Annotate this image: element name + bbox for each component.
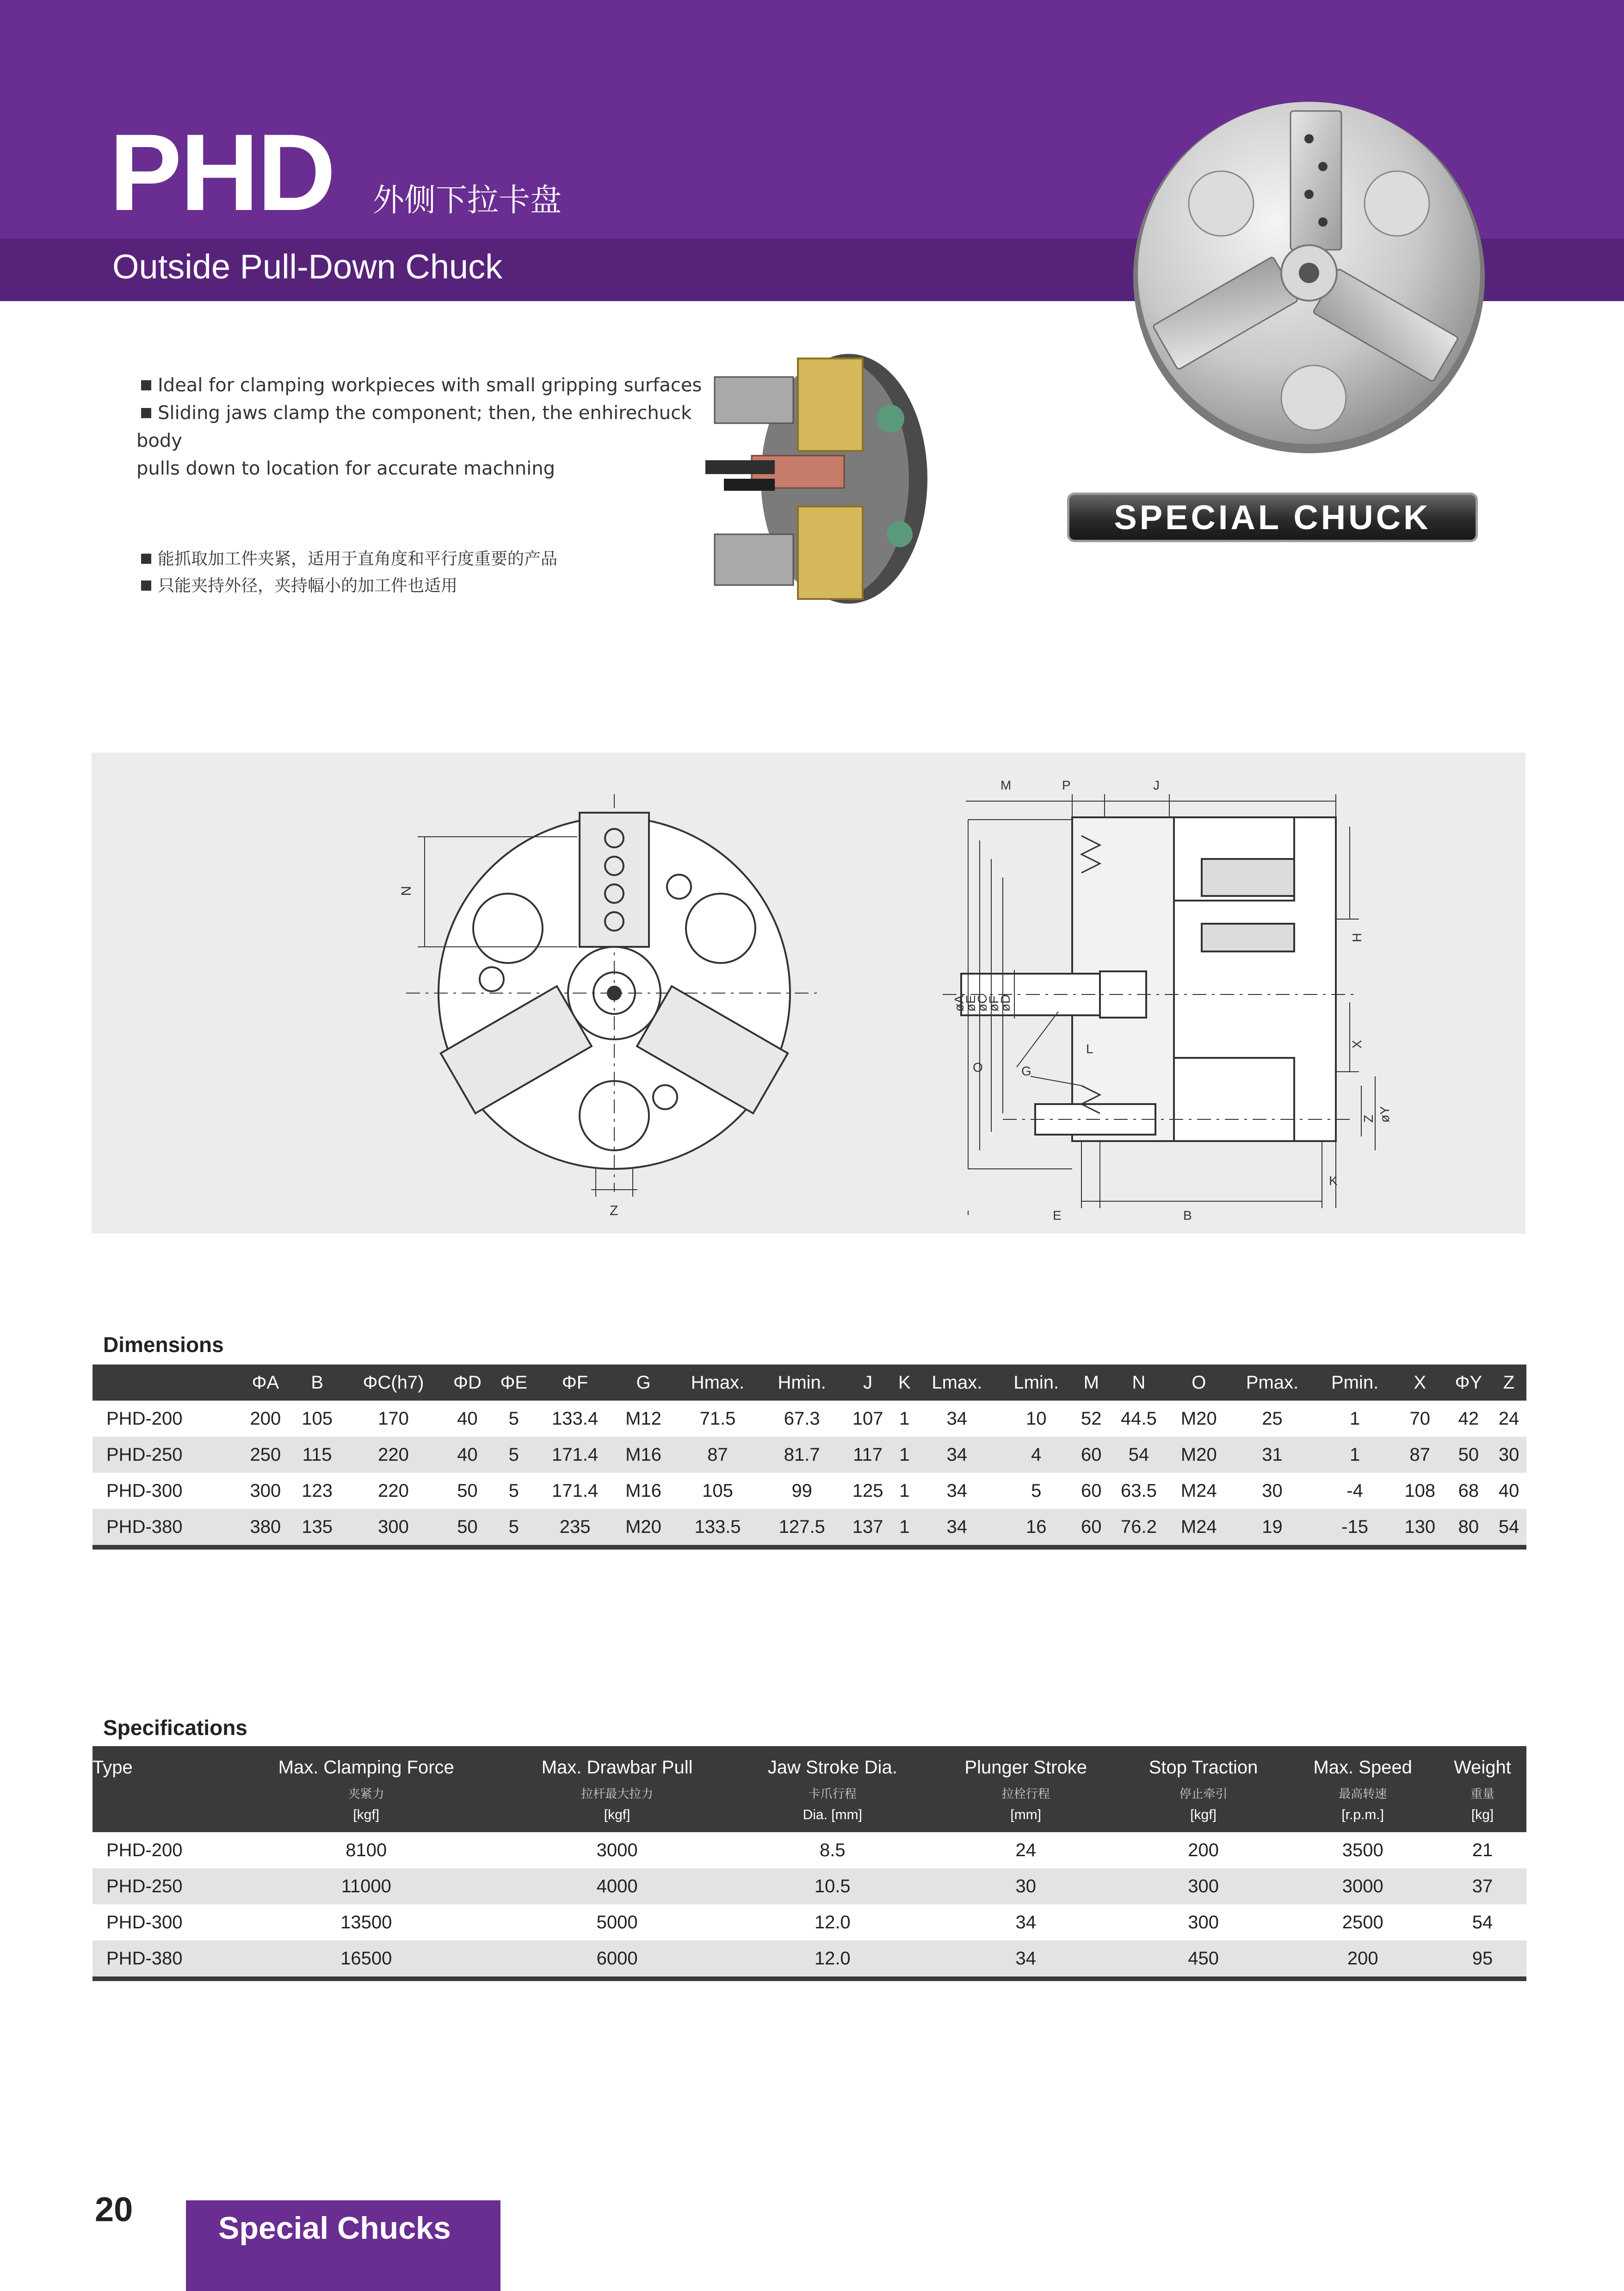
spec-value-cell: 34 — [932, 1940, 1120, 1979]
dim-col-header: J — [842, 1365, 894, 1401]
spec-header-unit: [kgf] — [1190, 1807, 1216, 1822]
dim-col-header: X — [1394, 1365, 1446, 1401]
dim-value-cell: 105 — [702, 1480, 733, 1501]
dim-col-header — [93, 1365, 240, 1401]
dim-value-cell: 1 — [1315, 1437, 1394, 1473]
spec-col-header — [733, 1746, 932, 1832]
dim-col-header: Pmin. — [1315, 1365, 1394, 1401]
dim-value-cell: 40 — [1498, 1480, 1519, 1501]
dim-label-k: K — [1329, 1173, 1338, 1188]
dim-value-cell: 5 — [1031, 1480, 1042, 1501]
bullet-square-icon — [141, 554, 151, 564]
dim-value-cell: 300 — [250, 1480, 281, 1501]
dim-value-cell: 133.5 — [673, 1509, 762, 1547]
dim-value-cell: 1 — [1349, 1408, 1360, 1429]
dim-value-cell: 30 — [1491, 1437, 1526, 1473]
dim-col-header: ΦD — [444, 1365, 491, 1401]
dim-label-g: G — [1021, 1064, 1031, 1078]
dim-value-cell: 81.7 — [762, 1437, 842, 1473]
spec-type-cell: PHD-250 — [93, 1868, 231, 1904]
dim-value-cell: 117 — [842, 1437, 894, 1473]
dim-label-p: P — [1062, 778, 1071, 792]
dim-value-cell: 105 — [302, 1408, 333, 1429]
dim-value-cell: 52 — [1081, 1408, 1102, 1429]
dim-label-y: øY — [1377, 1106, 1392, 1123]
spec-value-cell: 34 — [1015, 1912, 1036, 1933]
spec-value-cell: 3000 — [596, 1840, 638, 1860]
dim-value-cell: 34 — [915, 1437, 999, 1473]
dim-value-cell: 40 — [457, 1408, 478, 1429]
dim-value-cell: 300 — [343, 1509, 444, 1547]
dim-col-header: ΦY — [1446, 1365, 1492, 1401]
dim-value-cell: 99 — [791, 1480, 812, 1501]
dim-col-header: Lmin. — [999, 1365, 1074, 1401]
page-number: 20 — [95, 2190, 133, 2229]
dim-value-cell: 171.4 — [552, 1480, 599, 1501]
dim-value-cell: 250 — [240, 1437, 291, 1473]
dim-value-cell: 25 — [1262, 1408, 1283, 1429]
spec-value-cell: 4000 — [501, 1868, 733, 1904]
dim-label-dia-c: øC — [975, 994, 989, 1012]
dim-label-z-side: Z — [1361, 1114, 1376, 1123]
dim-value-cell: 200 — [250, 1408, 281, 1429]
dim-value-cell: M16 — [613, 1437, 673, 1473]
spec-value-cell: 450 — [1120, 1940, 1287, 1979]
dim-value-cell: 30 — [1262, 1480, 1283, 1501]
dimensions-title: Dimensions — [103, 1333, 224, 1357]
specifications-title: Specifications — [103, 1716, 247, 1740]
spec-header-en: Plunger Stroke — [964, 1757, 1087, 1778]
spec-type-cell: PHD-200 — [106, 1840, 183, 1860]
dimensions-header-row — [93, 1365, 1526, 1401]
spec-header-cn: 重量 — [1470, 1787, 1494, 1801]
spec-header-cn: 拉杆最大拉力 — [581, 1787, 654, 1801]
dim-value-cell: 19 — [1229, 1509, 1316, 1547]
spec-value-cell: 24 — [1015, 1840, 1036, 1860]
dim-col-header: M — [1074, 1365, 1109, 1401]
spec-value-cell: 13500 — [340, 1912, 392, 1933]
spec-header-unit: [kgf] — [353, 1807, 380, 1822]
dim-col-header: Hmin. — [762, 1365, 842, 1401]
dim-value-cell: -4 — [1346, 1480, 1363, 1501]
dim-row — [93, 1473, 1526, 1509]
spec-header-cn: 夹紧力 — [348, 1787, 384, 1801]
front-view-drawing — [406, 794, 822, 1192]
feature-item: 只能夹持外径，夹持幅小的加工件也适用 — [136, 573, 692, 599]
spec-value-cell: 8.5 — [819, 1840, 846, 1860]
dim-value-cell: 5 — [491, 1509, 537, 1547]
dim-value-cell: M24 — [1169, 1509, 1229, 1547]
model-title: PHD — [109, 111, 334, 234]
spec-header-en: Max. Speed — [1313, 1757, 1412, 1778]
features-english — [136, 371, 738, 482]
dim-value-cell: 50 — [1446, 1437, 1492, 1473]
dim-value-cell: 34 — [915, 1509, 999, 1547]
dim-value-cell: 1 — [899, 1480, 910, 1501]
dim-value-cell: 80 — [1446, 1509, 1492, 1547]
dim-value-cell: 76.2 — [1109, 1509, 1169, 1547]
spec-value-cell: 6000 — [501, 1940, 733, 1979]
dim-label-x: X — [1350, 1040, 1364, 1049]
dim-col-header: N — [1109, 1365, 1169, 1401]
spec-row — [93, 1832, 1526, 1868]
dim-col-header: Lmax. — [915, 1365, 999, 1401]
dim-value-cell: 235 — [537, 1509, 613, 1547]
spec-value-cell: 95 — [1439, 1940, 1526, 1979]
dim-label-dia-e: øE — [963, 995, 978, 1012]
dim-value-cell: -15 — [1315, 1509, 1394, 1547]
spec-col-header — [1120, 1746, 1287, 1832]
dim-value-cell: 24 — [1498, 1408, 1519, 1429]
dim-value-cell: 170 — [378, 1408, 409, 1429]
dim-value-cell: 127.5 — [762, 1509, 842, 1547]
dim-col-header: ΦC(h7) — [343, 1365, 444, 1401]
dim-label-h: H — [1350, 932, 1364, 942]
bullet-square-icon — [141, 408, 151, 418]
dim-value-cell: 1 — [894, 1509, 915, 1547]
spec-header-cn: 拉栓行程 — [1001, 1787, 1050, 1801]
dim-type-cell: PHD-300 — [106, 1480, 183, 1501]
dimensions-table — [93, 1365, 1526, 1550]
dim-col-header: O — [1169, 1365, 1229, 1401]
spec-value-cell: 21 — [1472, 1840, 1493, 1860]
dim-type-cell: PHD-380 — [93, 1509, 240, 1547]
dim-col-header: ΦE — [491, 1365, 537, 1401]
dim-value-cell: M20 — [1169, 1437, 1229, 1473]
spec-col-header — [93, 1746, 231, 1832]
spec-header-unit: [kg] — [1471, 1807, 1494, 1822]
dim-type-cell: PHD-200 — [106, 1408, 183, 1429]
spec-value-cell: 300 — [1188, 1912, 1219, 1933]
spec-col-header — [1439, 1746, 1526, 1832]
feature-item: 能抓取加工件夹紧，适用于直角度和平行度重要的产品 — [136, 546, 692, 573]
dim-value-cell: 1 — [899, 1408, 910, 1429]
dim-col-header: ΦF — [537, 1365, 613, 1401]
dim-value-cell: 5 — [508, 1408, 519, 1429]
bullet-square-icon — [141, 580, 151, 591]
dim-value-cell: 115 — [291, 1437, 343, 1473]
spec-header-en: Type — [93, 1757, 133, 1778]
dim-col-header: Hmax. — [673, 1365, 762, 1401]
spec-value-cell: 3500 — [1342, 1840, 1383, 1860]
dim-value-cell: 135 — [291, 1509, 343, 1547]
dim-value-cell: 50 — [457, 1480, 478, 1501]
dim-col-header: B — [291, 1365, 343, 1401]
dim-value-cell: 31 — [1229, 1437, 1316, 1473]
special-chuck-badge: SPECIAL CHUCK — [1067, 493, 1478, 542]
spec-header-unit: Dia. [mm] — [803, 1807, 862, 1822]
dim-col-header: G — [613, 1365, 673, 1401]
dim-value-cell: 380 — [240, 1509, 291, 1547]
dim-label-n: N — [399, 886, 414, 896]
dim-col-header: K — [894, 1365, 915, 1401]
spec-col-header — [932, 1746, 1120, 1832]
dim-label-m: M — [1000, 778, 1012, 792]
dim-label-dia-d: øD — [998, 994, 1013, 1012]
dim-value-cell: 1 — [894, 1437, 915, 1473]
dim-value-cell: 60 — [1074, 1509, 1109, 1547]
spec-row — [93, 1868, 1526, 1904]
dim-value-cell: 108 — [1404, 1480, 1436, 1501]
technical-drawing — [92, 753, 1525, 1234]
spec-header-cn: 卡爪行程 — [808, 1787, 857, 1801]
spec-value-cell: 200 — [1188, 1840, 1219, 1860]
spec-value-cell: 3000 — [1287, 1868, 1439, 1904]
dim-value-cell: 44.5 — [1121, 1408, 1157, 1429]
dim-value-cell: M20 — [1180, 1408, 1217, 1429]
spec-type-cell: PHD-300 — [106, 1912, 183, 1933]
dim-row — [93, 1437, 1526, 1473]
dim-type-cell: PHD-250 — [93, 1437, 240, 1473]
spec-header-en: Max. Drawbar Pull — [541, 1757, 693, 1778]
spec-value-cell: 30 — [932, 1868, 1120, 1904]
dim-value-cell: 5 — [508, 1480, 519, 1501]
spec-header-en: Weight — [1454, 1757, 1511, 1778]
dim-value-cell: 40 — [444, 1437, 491, 1473]
dim-value-cell: 54 — [1109, 1437, 1169, 1473]
feature-item-continuation: pulls down to location for accurate machning — [136, 458, 556, 479]
spec-header-cn: 最高转速 — [1339, 1787, 1387, 1801]
dim-value-cell: 34 — [946, 1480, 968, 1501]
dim-value-cell: 68 — [1458, 1480, 1479, 1501]
spec-value-cell: 37 — [1439, 1868, 1526, 1904]
dim-value-cell: 130 — [1394, 1509, 1446, 1547]
dim-label-l: L — [1086, 1042, 1093, 1056]
spec-value-cell: 16500 — [231, 1940, 501, 1979]
dim-value-cell: 34 — [946, 1408, 968, 1429]
dim-value-cell: 5 — [491, 1437, 537, 1473]
dim-value-cell: 70 — [1409, 1408, 1430, 1429]
dim-value-cell: 16 — [999, 1509, 1074, 1547]
spec-row — [93, 1904, 1526, 1940]
footer-section-label: Special Chucks — [218, 2211, 451, 2246]
feature-item: Sliding jaws clamp the component; then, the enhirechuck body — [136, 402, 692, 451]
spec-value-cell: 12.0 — [733, 1940, 932, 1979]
dim-label-o: O — [973, 1060, 983, 1074]
dim-value-cell: 10 — [1026, 1408, 1047, 1429]
dim-value-cell: M12 — [625, 1408, 661, 1429]
dim-value-cell: M24 — [1180, 1480, 1217, 1501]
dim-label-dia-a: øA — [952, 995, 966, 1012]
spec-header-unit: [kgf] — [604, 1807, 630, 1822]
dim-col-header: Pmax. — [1229, 1365, 1316, 1401]
dim-label-z-front: Z — [610, 1203, 618, 1218]
dim-value-cell: 171.4 — [537, 1437, 613, 1473]
dim-value-cell: 87 — [673, 1437, 762, 1473]
dim-row — [93, 1401, 1526, 1437]
dim-value-cell: 220 — [378, 1480, 409, 1501]
dim-value-cell: 60 — [1081, 1480, 1102, 1501]
model-subtitle: Outside Pull-Down Chuck — [112, 247, 503, 286]
spec-col-header — [1287, 1746, 1439, 1832]
dim-value-cell: M20 — [613, 1509, 673, 1547]
feature-item: Ideal for clamping workpieces with small gripping surfaces — [136, 371, 738, 399]
spec-row — [93, 1940, 1526, 1979]
dim-label-e: E — [1053, 1208, 1062, 1223]
chuck-product-photo — [1129, 97, 1489, 458]
dim-value-cell: 125 — [852, 1480, 883, 1501]
dim-value-cell: M16 — [625, 1480, 661, 1501]
features-chinese — [136, 546, 692, 599]
bullet-square-icon — [141, 380, 151, 390]
spec-col-header — [231, 1746, 501, 1832]
dim-value-cell: 60 — [1074, 1437, 1109, 1473]
dim-value-cell: 63.5 — [1121, 1480, 1157, 1501]
spec-value-cell: 300 — [1120, 1868, 1287, 1904]
dim-col-header: Z — [1491, 1365, 1526, 1401]
dim-row — [93, 1509, 1526, 1547]
dim-label-j: J — [1153, 778, 1160, 792]
dim-value-cell: 133.4 — [552, 1408, 599, 1429]
spec-value-cell: 2500 — [1342, 1912, 1383, 1933]
dim-label-dia-f: øF — [987, 995, 1001, 1012]
dim-value-cell: 107 — [852, 1408, 883, 1429]
spec-value-cell: 11000 — [231, 1868, 501, 1904]
dim-value-cell: 220 — [343, 1437, 444, 1473]
spec-type-cell: PHD-380 — [93, 1940, 231, 1979]
dim-value-cell: 137 — [842, 1509, 894, 1547]
dim-value-cell: 87 — [1394, 1437, 1446, 1473]
spec-value-cell: 200 — [1287, 1940, 1439, 1979]
specifications-table — [93, 1746, 1526, 1981]
spec-header-unit: [mm] — [1010, 1807, 1042, 1822]
dim-value-cell: 54 — [1491, 1509, 1526, 1547]
spec-value-cell: 8100 — [346, 1840, 387, 1860]
spec-header-unit: [r.p.m.] — [1341, 1807, 1384, 1822]
dim-col-header: ΦA — [240, 1365, 291, 1401]
specifications-header-row — [93, 1746, 1526, 1832]
spec-value-cell: 5000 — [596, 1912, 638, 1933]
spec-col-header — [501, 1746, 733, 1832]
spec-header-en: Max. Clamping Force — [278, 1757, 454, 1778]
spec-header-cn: 停止牵引 — [1179, 1787, 1228, 1801]
dim-value-cell: 67.3 — [784, 1408, 820, 1429]
dim-value-cell: 123 — [302, 1480, 333, 1501]
model-title-chinese: 外侧下拉卡盘 — [373, 182, 562, 219]
dim-value-cell: 50 — [444, 1509, 491, 1547]
spec-value-cell: 10.5 — [733, 1868, 932, 1904]
dim-value-cell: 4 — [999, 1437, 1074, 1473]
spec-value-cell: 54 — [1472, 1912, 1493, 1933]
dim-label-b: B — [1183, 1208, 1192, 1223]
spec-header-en: Stop Traction — [1149, 1757, 1258, 1778]
side-section-drawing — [943, 817, 1354, 1141]
chuck-cutaway-illustration — [696, 340, 937, 618]
dim-value-cell: 42 — [1458, 1408, 1479, 1429]
dim-value-cell: 71.5 — [699, 1408, 736, 1429]
spec-value-cell: 12.0 — [814, 1912, 851, 1933]
spec-header-en: Jaw Stroke Dia. — [767, 1757, 897, 1778]
